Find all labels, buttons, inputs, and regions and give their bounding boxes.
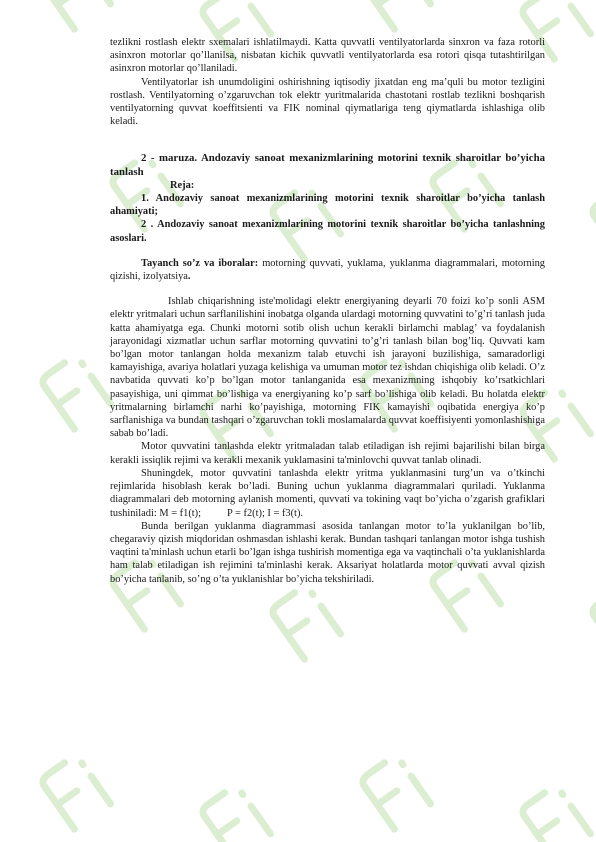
keywords-label: Tayanch so’z va iboralar: — [141, 257, 259, 269]
paragraph: Ishlab chiqarishning iste'molidagi elektr energiyaning deyarli 70 foizi ko’p sonli ASM elektr yritmalari uchun sarflanilishini inobatga olganda ulardagi motorning quvvatini to’g’ri tanlash juda katta ahamiyatga ega. Chunki motorni sotib olish uchun kerakli birlamchi mablag’ va foydalanish jarayonidagi xizmatlar uchun sarflar motorning quvvatini to’g’ri tanlash bilan bog’liq. Quvvati kam bo’lgan motor tanlangan holda mexanizm talab etuvchi ish jarayoni buzilishiga, samaradorligi kamayishiga, avariya holatlari yuzaga kelishiga va umuman motor tez ishdan chiqishiga olib keladi. O’z navbatida quvvati ko’p bo’lgan motor tanlanganida esa mexanizmning ishqobiy ko’rsatkichlari pasayishiga, uni qimmat bo’lishiga va energiyaning ko’p sarf bo’lishiga olib keladi. Bu holatda elektr yritmalarning birlamchi narhi ko’payishiga, motorning FIK kamayishi oqibatida energiya ko’p sarflanishiga va bundan tashqari o’zgaruvchan tokli moslamalarda quvvat koeffisiyenti yomonlashishiga sabab bo’ladi. — [110, 296, 545, 440]
watermark-mark — [270, 585, 340, 659]
plan-item: 2 . Andozaviy sanoat mexanizmlarining motorini texnik sharoitlar bo’yicha tanlashning asoslari. — [110, 219, 545, 244]
keywords-text: motorning quvvati, yuklama, yuklanma diagrammalari, motorning qizishi, izolyatsiya — [110, 257, 545, 283]
watermark-mark — [40, 0, 110, 29]
watermark-mark — [360, 755, 430, 829]
paragraph — [110, 467, 545, 520]
watermark-mark — [360, 0, 430, 29]
paragraph: Bunda berilgan yuklanma diagrammasi asosida tanlangan motor to’la yuklanilgan bo’lib, chegaraviy qizish miqdoridan oshmasdan ishlashi kerak. Bundan tashqari tanlangan motor ishga tushish vaqtini ta'minlash uchun etarli bo’lgan ishga tushirish momentiga ega va vaqtinchali o’ta yuklanishlarda ham talab etiladigan ish rejimini ta'minlashi kerak. Aksariyat holatlarda motor quvvati avval qizish bo’yicha tanlanib, so’ng o’ta yuklanishlar bo’yicha tekshiriladi. — [110, 520, 545, 585]
lecture-heading: 2 - maruza. Andozaviy sanoat mexanizmlarining motorini texnik sharoitlar bo’yicha tanlash — [110, 152, 545, 178]
watermark-mark — [40, 355, 110, 429]
formula-p: P = f2(t); I = f3(t). — [227, 507, 304, 519]
paragraph-text: Shuningdek, motor quvvatini tanlashda elektr yritma yuklanmasini turg’un va o’tkinchi rejimlarida hisoblash kerak bo’ladi. Buning uchun yuklanma diagrammalari quriladi. Yuklanma diagrammalari deb motorning aylanish momenti, quvvati va tokining vaqt bo’yicha o’zgarish grafiklari tushiniladi: — [110, 467, 545, 519]
watermark-mark — [590, 585, 596, 659]
paragraph: tezlikni rostlash elektr sxemalari ishlatilmaydi. Katta quvvatli ventilyatorlarda sinxron va faza rotorli asinxron motorlar qo’llanilsa, nisbatan kichik quvvatli ventilyatorlarda esa rotori qisqa tutashtirilgan asinxron motorlar qo’llaniladi. — [110, 37, 545, 75]
watermark-mark — [590, 185, 596, 259]
plan-title: Reja: — [170, 179, 195, 191]
watermark-mark — [200, 785, 270, 842]
paragraph: Motor quvvatini tanlashda elektr yritmaladan talab etiladigan ish rejimi bajarilishi bilan birga kerakli issiqlik rejimi va kerakli mexanik yuklamasini ta'minlovchi quvvat tanlab olinadi. — [110, 441, 545, 466]
watermark-mark — [40, 755, 110, 829]
formula-m: M = f1(t); — [159, 507, 202, 519]
document-content — [110, 36, 545, 586]
keywords-paragraph — [110, 257, 545, 283]
plan-item: 1. Andozaviy sanoat mexanizmlarining motorini texnik sharoitlar bo’yicha tanlash ahamiyati; — [110, 193, 545, 218]
keywords-end: . — [187, 271, 191, 283]
paragraph: Ventilyatorlar ish unumdoligini oshirishning iqtisodiy jixatdan eng ma’quli bu motor tezligini rostlash. Ventilyatorning o’zgaruvchan tok elektr yuritmalarida chastotani rostlab tezlikni boshqarish ventilyatorning quvvat koeffitsienti va FIK nominal qiymatlariga teng qiymatlarda ishlashiga olib keladi. — [110, 76, 545, 128]
watermark-mark — [520, 785, 590, 842]
